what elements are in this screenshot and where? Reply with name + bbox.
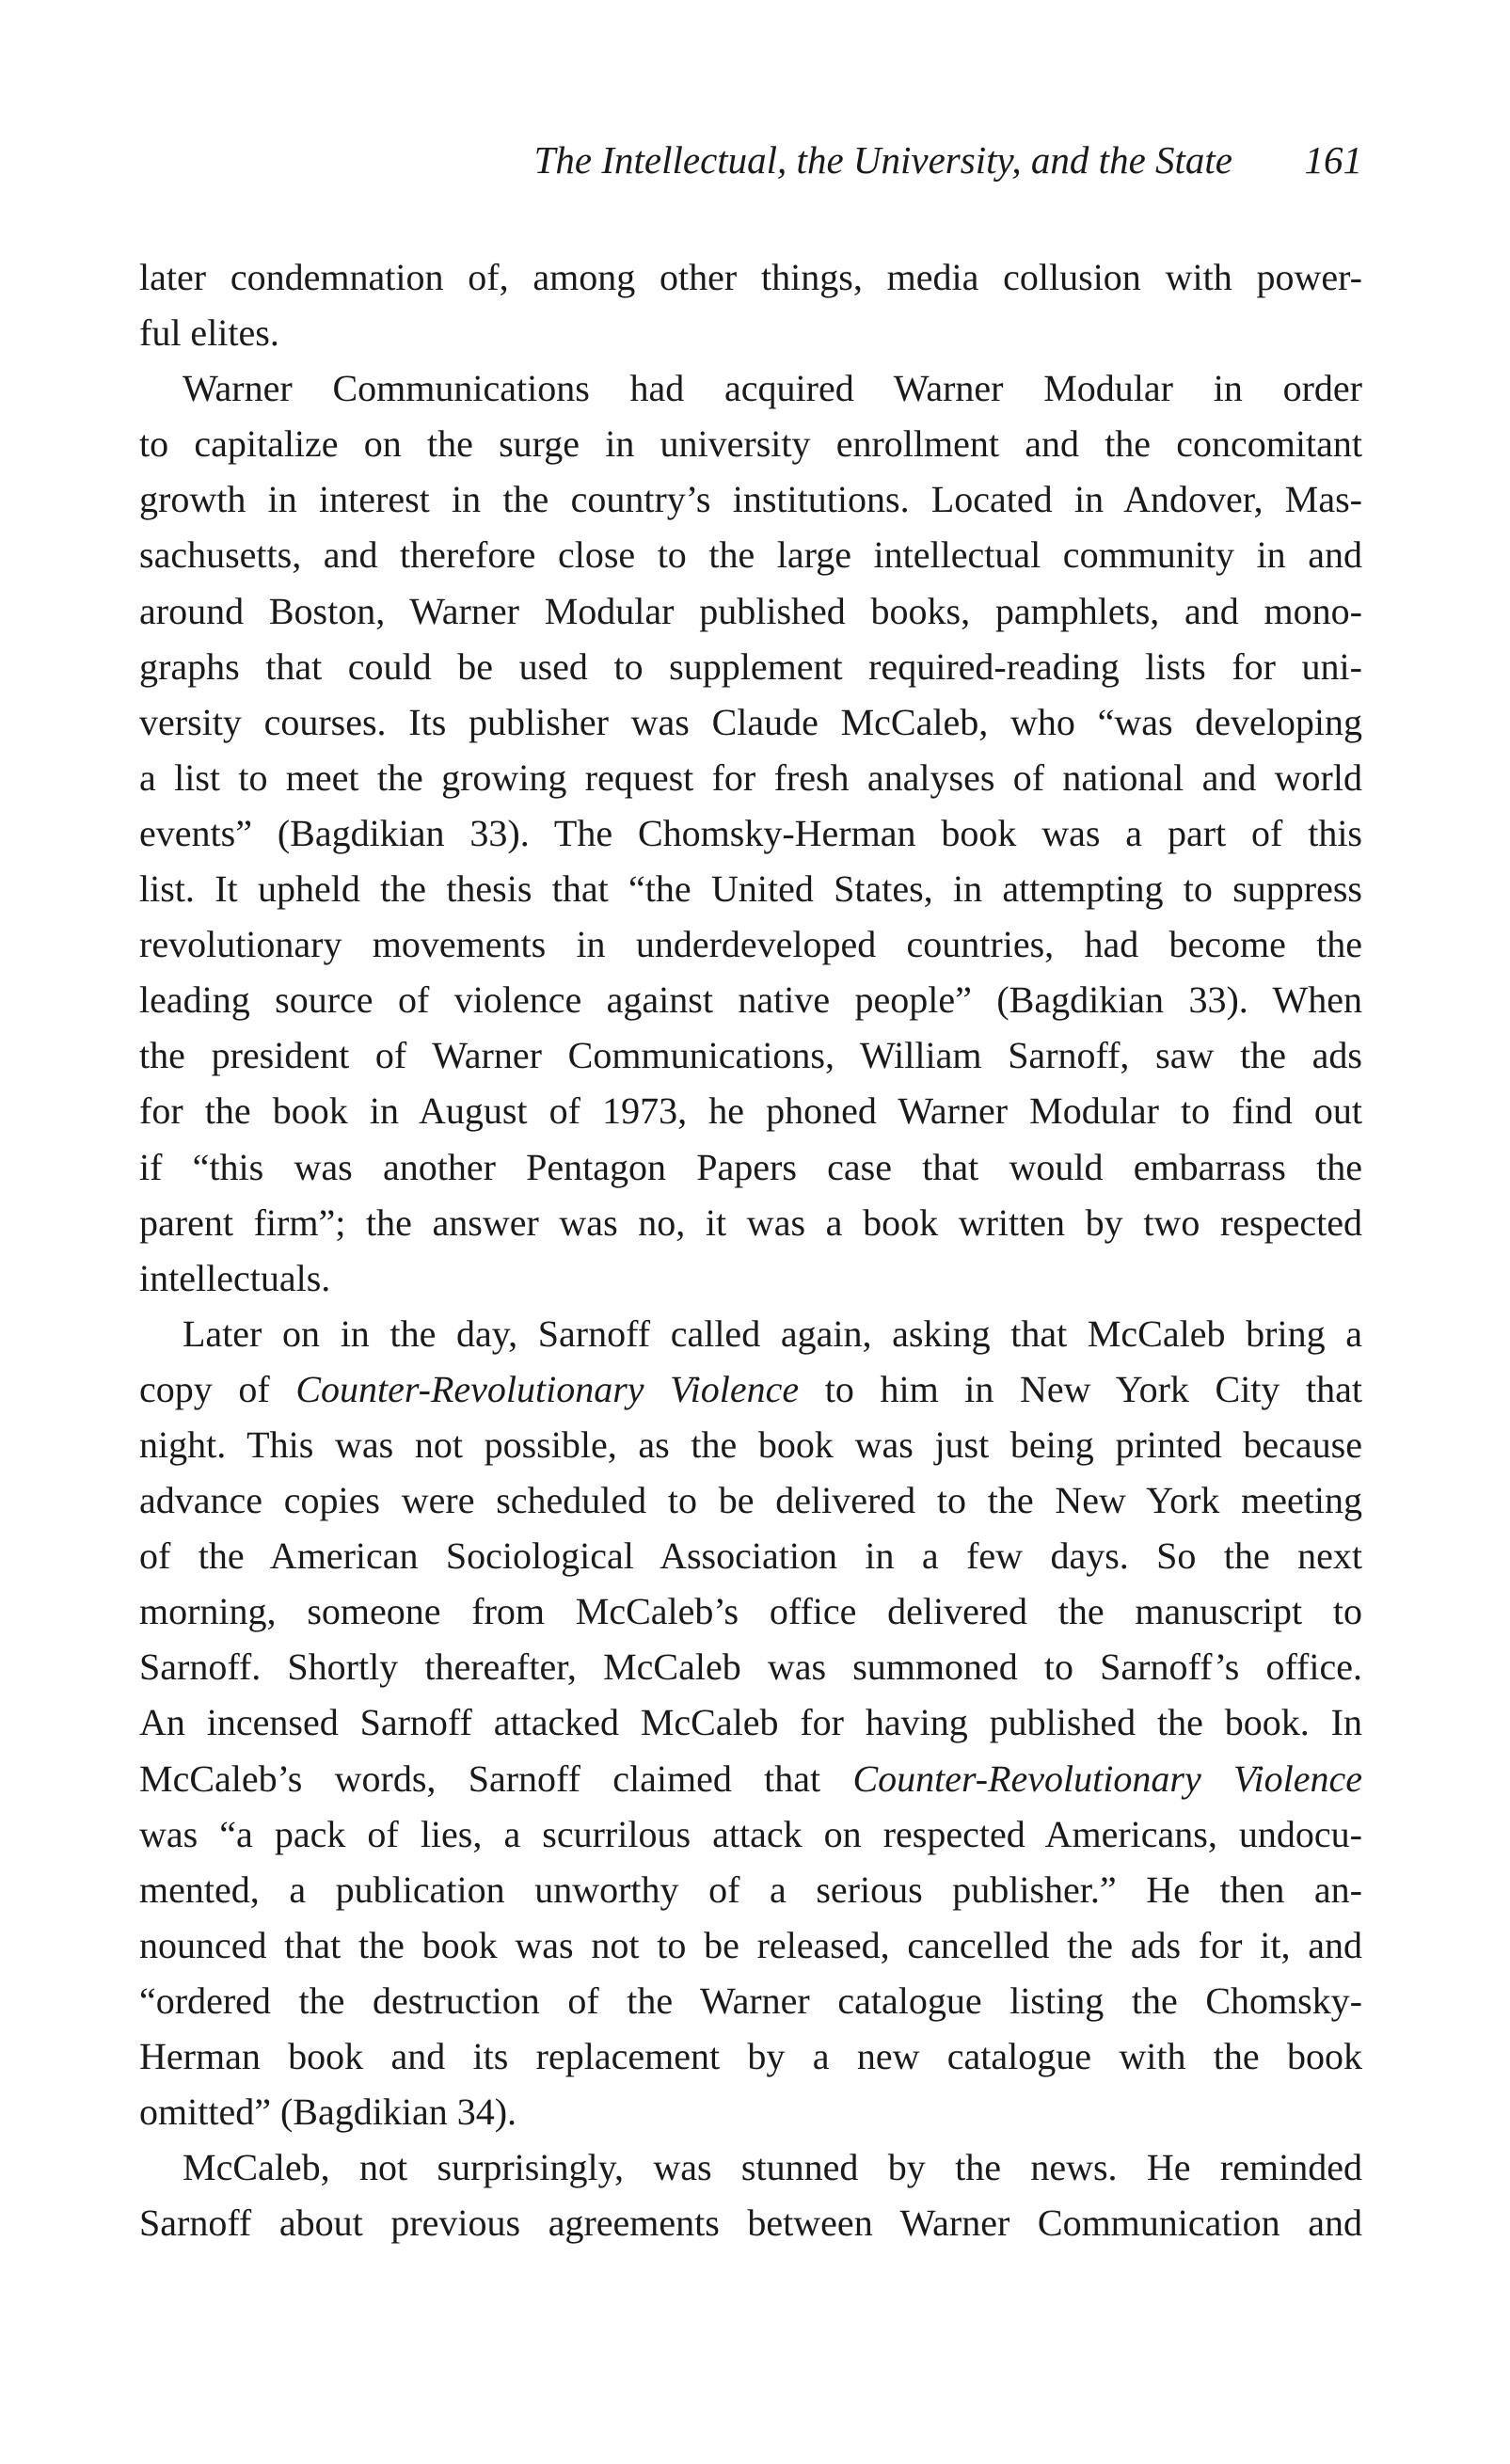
text-line: leading source of violence against native people” (Bagdikian 33). When bbox=[139, 978, 1362, 1022]
text-line: versity courses. Its publisher was Claude McCaleb, who “was developing bbox=[139, 700, 1362, 743]
text-line: omitted” (Bagdikian 34). bbox=[139, 2090, 517, 2134]
text-line: mented, a publication unworthy of a serious publisher.” He then an- bbox=[139, 1868, 1362, 1911]
text-line: ful elites. bbox=[139, 311, 279, 355]
paragraph-first-line: Later on in the day, Sarnoff called again, asking that McCaleb bring a bbox=[183, 1311, 1362, 1355]
text-line: the president of Warner Communications, William Sarnoff, saw the ads bbox=[139, 1034, 1362, 1077]
text-line: Sarnoff about previous agreements between Warner Communication and bbox=[139, 2202, 1362, 2245]
text-line: nounced that the book was not to be released, cancelled the ads for it, and bbox=[139, 1923, 1362, 1966]
text-line: graphs that could be used to supplement required-reading lists for uni- bbox=[139, 644, 1362, 688]
text-line: around Boston, Warner Modular published books, pamphlets, and mono- bbox=[139, 589, 1362, 632]
text-line: sachusetts, and therefore close to the large intellectual community in and bbox=[139, 533, 1362, 577]
book-title: Counter-Revolutionary Violence bbox=[295, 1367, 800, 1410]
text-line: advance copies were scheduled to be delivered to the New York meeting bbox=[139, 1479, 1362, 1522]
text-line: if “this was another Pentagon Papers case that would embarrass the bbox=[139, 1145, 1362, 1188]
text-line: for the book in August of 1973, he phoned Warner Modular to find out bbox=[139, 1089, 1362, 1133]
text-line: morning, someone from McCaleb’s office delivered the manuscript to bbox=[139, 1590, 1362, 1633]
text-line: later condemnation of, among other things, media collusion with power- bbox=[139, 256, 1362, 298]
paragraph-first-line: McCaleb, not surprisingly, was stunned by the news. He reminded bbox=[183, 2146, 1362, 2189]
text-line: parent firm”; the answer was no, it was a book written by two respected bbox=[139, 1200, 1362, 1244]
text-line: intellectuals. bbox=[139, 1256, 331, 1299]
text-line: “ordered the destruction of the Warner catalogue listing the Chomsky- bbox=[139, 1979, 1362, 2022]
text-line: events” (Bagdikian 33). The Chomsky-Herman book was a part of this bbox=[139, 811, 1362, 854]
text-run: copy of bbox=[139, 1367, 296, 1410]
text-line: Sarnoff. Shortly thereafter, McCaleb was summoned to Sarnoff’s office. bbox=[139, 1645, 1362, 1689]
body-text bbox=[139, 249, 1362, 2250]
text-line: list. It upheld the thesis that “the United States, in attempting to suppress bbox=[139, 867, 1362, 911]
running-head bbox=[139, 132, 1362, 188]
text-line: a list to meet the growing request for fresh analyses of national and world bbox=[139, 755, 1362, 799]
text-line bbox=[139, 1361, 1362, 1417]
book-title: Counter-Revolutionary Violence bbox=[852, 1757, 1362, 1800]
text-line: An incensed Sarnoff attacked McCaleb for having published the book. In bbox=[139, 1701, 1362, 1744]
page-number: 161 bbox=[1304, 138, 1362, 182]
text-line: growth in interest in the country’s institutions. Located in Andover, Mas- bbox=[139, 478, 1362, 521]
text-line bbox=[139, 1751, 1362, 1806]
running-head-title: The Intellectual, the University, and the State bbox=[533, 138, 1232, 182]
text-line: to capitalize on the surge in university enrollment and the concomitant bbox=[139, 422, 1362, 466]
text-run: McCaleb’s words, Sarnoff claimed that bbox=[139, 1757, 853, 1800]
text-line: revolutionary movements in underdeveloped countries, had become the bbox=[139, 923, 1362, 966]
text-line: Herman book and its replacement by a new catalogue with the book bbox=[139, 2035, 1362, 2077]
text-line: was “a pack of lies, a scurrilous attack on respected Americans, undocu- bbox=[139, 1812, 1362, 1855]
paragraph-first-line: Warner Communications had acquired Warner Modular in order bbox=[183, 367, 1362, 410]
text-line: night. This was not possible, as the book was just being printed because bbox=[139, 1423, 1362, 1466]
text-line: of the American Sociological Association in a few days. So the next bbox=[139, 1534, 1362, 1578]
text-run: to him in New York City that bbox=[799, 1367, 1363, 1410]
